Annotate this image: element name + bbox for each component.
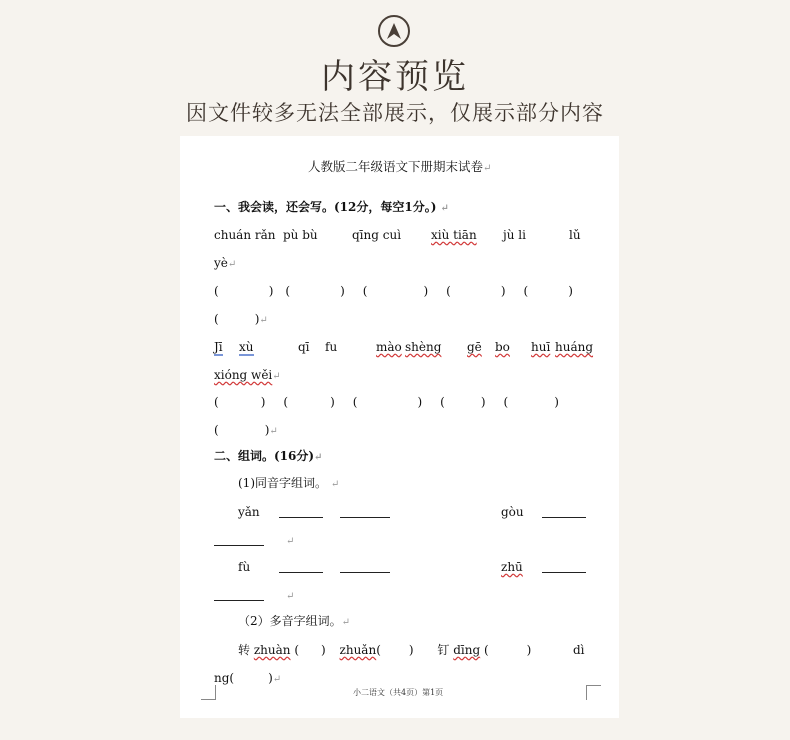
section2-heading: 二、组词。(16分)↵: [214, 449, 323, 463]
document-title: 人教版二年级语文下册期末试卷↵: [308, 159, 492, 174]
page-subtitle: 因文件较多无法全部展示，仅展示部分内容: [186, 101, 604, 125]
pinyin-5: jù li: [503, 228, 526, 242]
pinyin-6: lǔ: [569, 228, 581, 242]
pinyin-11: fu: [325, 340, 338, 354]
sub2-heading: （2）多音字组词。↵: [238, 614, 351, 628]
pinyin-3: qīng cuì: [352, 228, 402, 242]
tone-yan: yǎn: [238, 505, 260, 519]
pinyin-9: xù: [239, 340, 254, 354]
blank-4[interactable]: ↵: [214, 533, 294, 549]
pinyin-15: bo: [495, 340, 510, 354]
pinyin-12: mào: [376, 340, 402, 354]
pinyin-16: huī: [531, 340, 551, 354]
crop-mark-right: [586, 685, 601, 700]
tone-gou: gòu: [501, 505, 524, 519]
pinyin-8: Jī: [214, 340, 223, 354]
pinyin-1: chuán rǎn: [214, 228, 276, 242]
tone-zhu: zhū: [501, 560, 523, 574]
scroll-up-icon[interactable]: [378, 15, 410, 47]
blank-5[interactable]: [279, 560, 323, 574]
pinyin-10: qī: [298, 340, 310, 354]
pinyin-7: yè↵: [214, 256, 237, 270]
blank-8[interactable]: ↵: [214, 588, 294, 604]
page-footer: 小二语文（共4页）第1页: [353, 688, 444, 697]
polyphone-row2: ng( )↵: [214, 671, 282, 685]
polyphone-row: 转 zhuàn ( ) zhuǎn( ) 钉 dīng ( ): [238, 643, 532, 657]
blank-7[interactable]: [542, 560, 586, 574]
pinyin-2: pù bù: [283, 228, 318, 242]
polyphone-di: dì: [573, 643, 585, 657]
blank-1[interactable]: [279, 505, 323, 519]
answer-blanks-2b: ( )↵: [214, 423, 278, 437]
page-title: 内容预览: [321, 57, 469, 97]
crop-mark-left: [201, 685, 216, 700]
section1-heading: 一、我会读，还会写。(12分，每空1分。) ↵: [214, 200, 449, 214]
answer-blanks-1: ( ) ( ) ( ) ( ) ( ): [214, 284, 573, 298]
pinyin-17: huáng: [555, 340, 594, 354]
pinyin-4: xiù tiān: [431, 228, 477, 242]
answer-blanks-2: ( ) ( ) ( ) ( ) ( ): [214, 395, 559, 409]
document-page: [180, 136, 619, 718]
answer-blanks-1b: ( )↵: [214, 312, 268, 326]
sub1-heading: (1)同音字组词。 ↵: [238, 476, 340, 490]
pinyin-14: gē: [467, 340, 482, 354]
blank-6[interactable]: [340, 560, 390, 574]
tone-fu: fù: [238, 560, 251, 574]
pinyin-13: shèng: [405, 340, 442, 354]
blank-3[interactable]: [542, 505, 586, 519]
pinyin-18: xióng wěi↵: [214, 368, 281, 382]
blank-2[interactable]: [340, 505, 390, 519]
